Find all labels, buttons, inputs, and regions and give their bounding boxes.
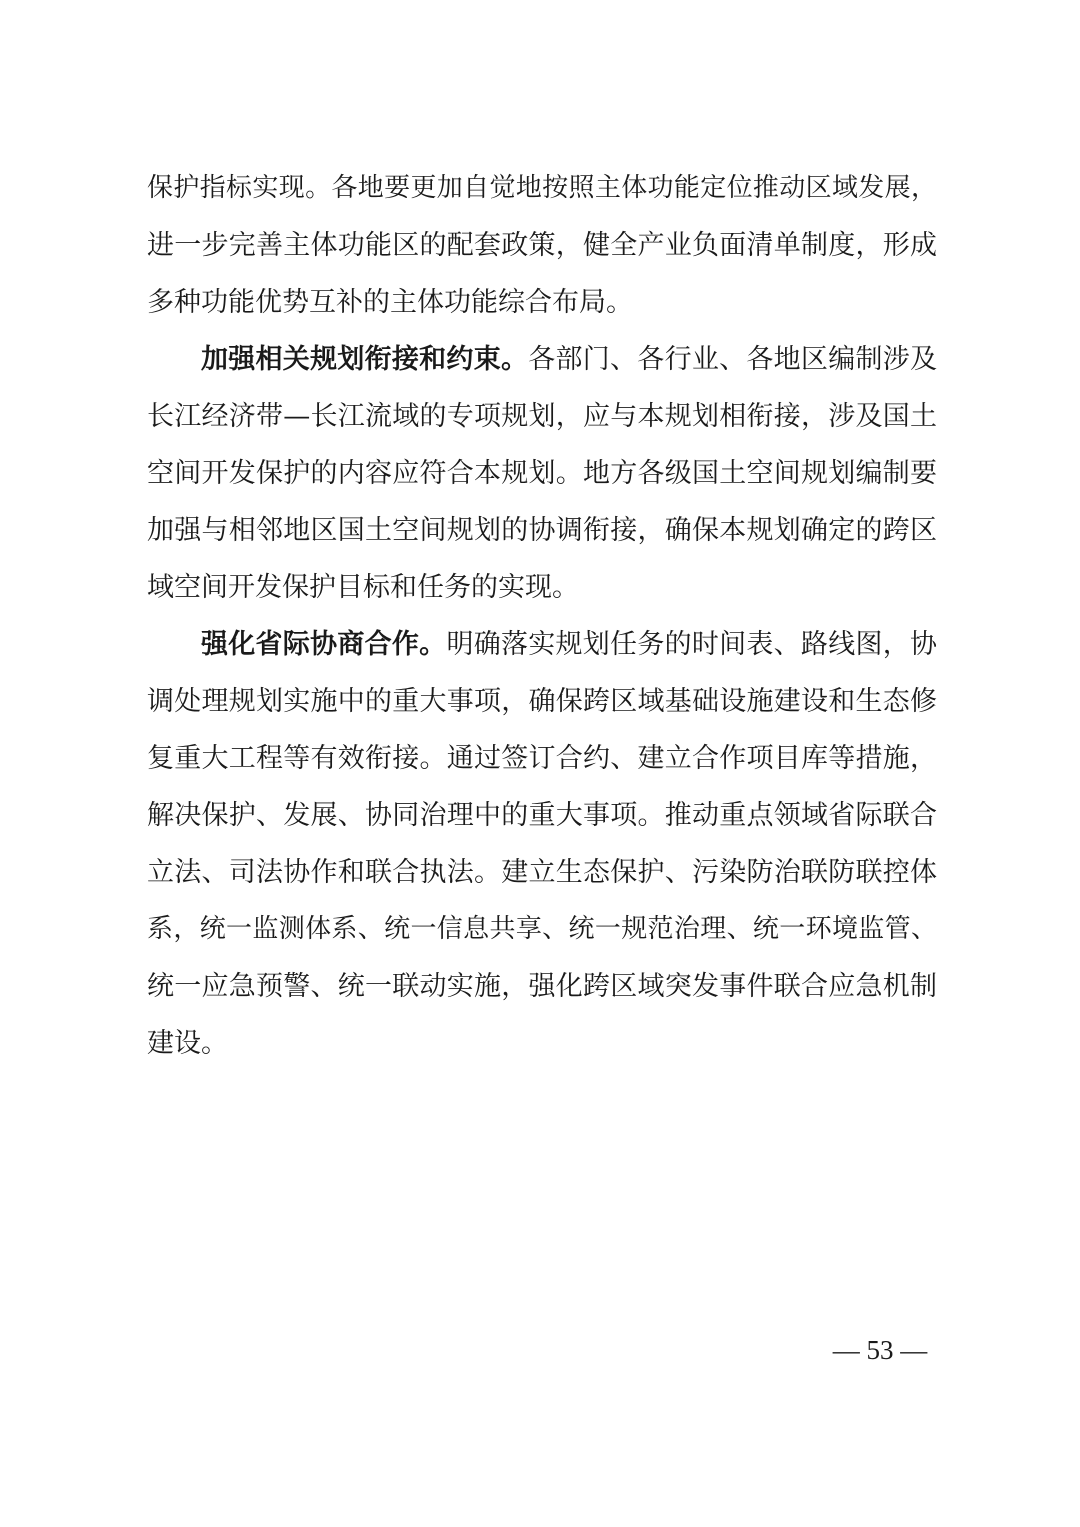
paragraph-line: 系，统一监测体系、统一信息共享、统一规范治理、统一环境监管、 — [147, 914, 937, 944]
page-number: — 53 — — [832, 1335, 928, 1365]
paragraph-line-text: 各部门、各行业、各地区编制涉及 — [528, 344, 938, 375]
paragraph-line: 解决保护、发展、协同治理中的重大事项。推动重点领域省际联合 — [147, 800, 937, 831]
paragraph-line: 进一步完善主体功能区的配套政策，健全产业负面清单制度，形成 — [147, 230, 937, 261]
paragraph-line: 保护指标实现。各地要更加自觉地按照主体功能定位推动区域发展， — [147, 173, 937, 203]
paragraph-3 — [147, 616, 937, 1072]
paragraph-line: 多种功能优势互补的主体功能综合布局。 — [147, 287, 633, 318]
paragraph-line-text: 明确落实规划任务的时间表、路线图，协 — [446, 629, 938, 660]
paragraph-line: 调处理规划实施中的重大事项，确保跨区域基础设施建设和生态修 — [147, 686, 937, 717]
paragraph-line: 加强与相邻地区国土空间规划的协调衔接，确保本规划确定的跨区 — [147, 515, 937, 546]
paragraph-line: 长江经济带—长江流域的专项规划，应与本规划相衔接，涉及国土 — [147, 401, 937, 432]
body-text — [147, 160, 937, 1072]
paragraph-first-line — [147, 616, 937, 673]
paragraph-first-line — [147, 331, 937, 388]
paragraph-line: 空间开发保护的内容应符合本规划。地方各级国土空间规划编制要 — [147, 458, 937, 489]
paragraph-line: 复重大工程等有效衔接。通过签订合约、建立合作项目库等措施， — [147, 743, 937, 774]
paragraph-2 — [147, 331, 937, 616]
paragraph-line: 建设。 — [147, 1028, 228, 1059]
paragraph-line: 统一应急预警、统一联动实施，强化跨区域突发事件联合应急机制 — [147, 971, 937, 1002]
paragraph-1 — [147, 160, 937, 331]
paragraph-heading: 强化省际协商合作。 — [201, 629, 447, 660]
paragraph-heading: 加强相关规划衔接和约束。 — [201, 344, 529, 375]
paragraph-line: 域空间开发保护目标和任务的实现。 — [147, 572, 579, 603]
paragraph-line: 立法、司法协作和联合执法。建立生态保护、污染防治联防联控体 — [147, 857, 937, 888]
